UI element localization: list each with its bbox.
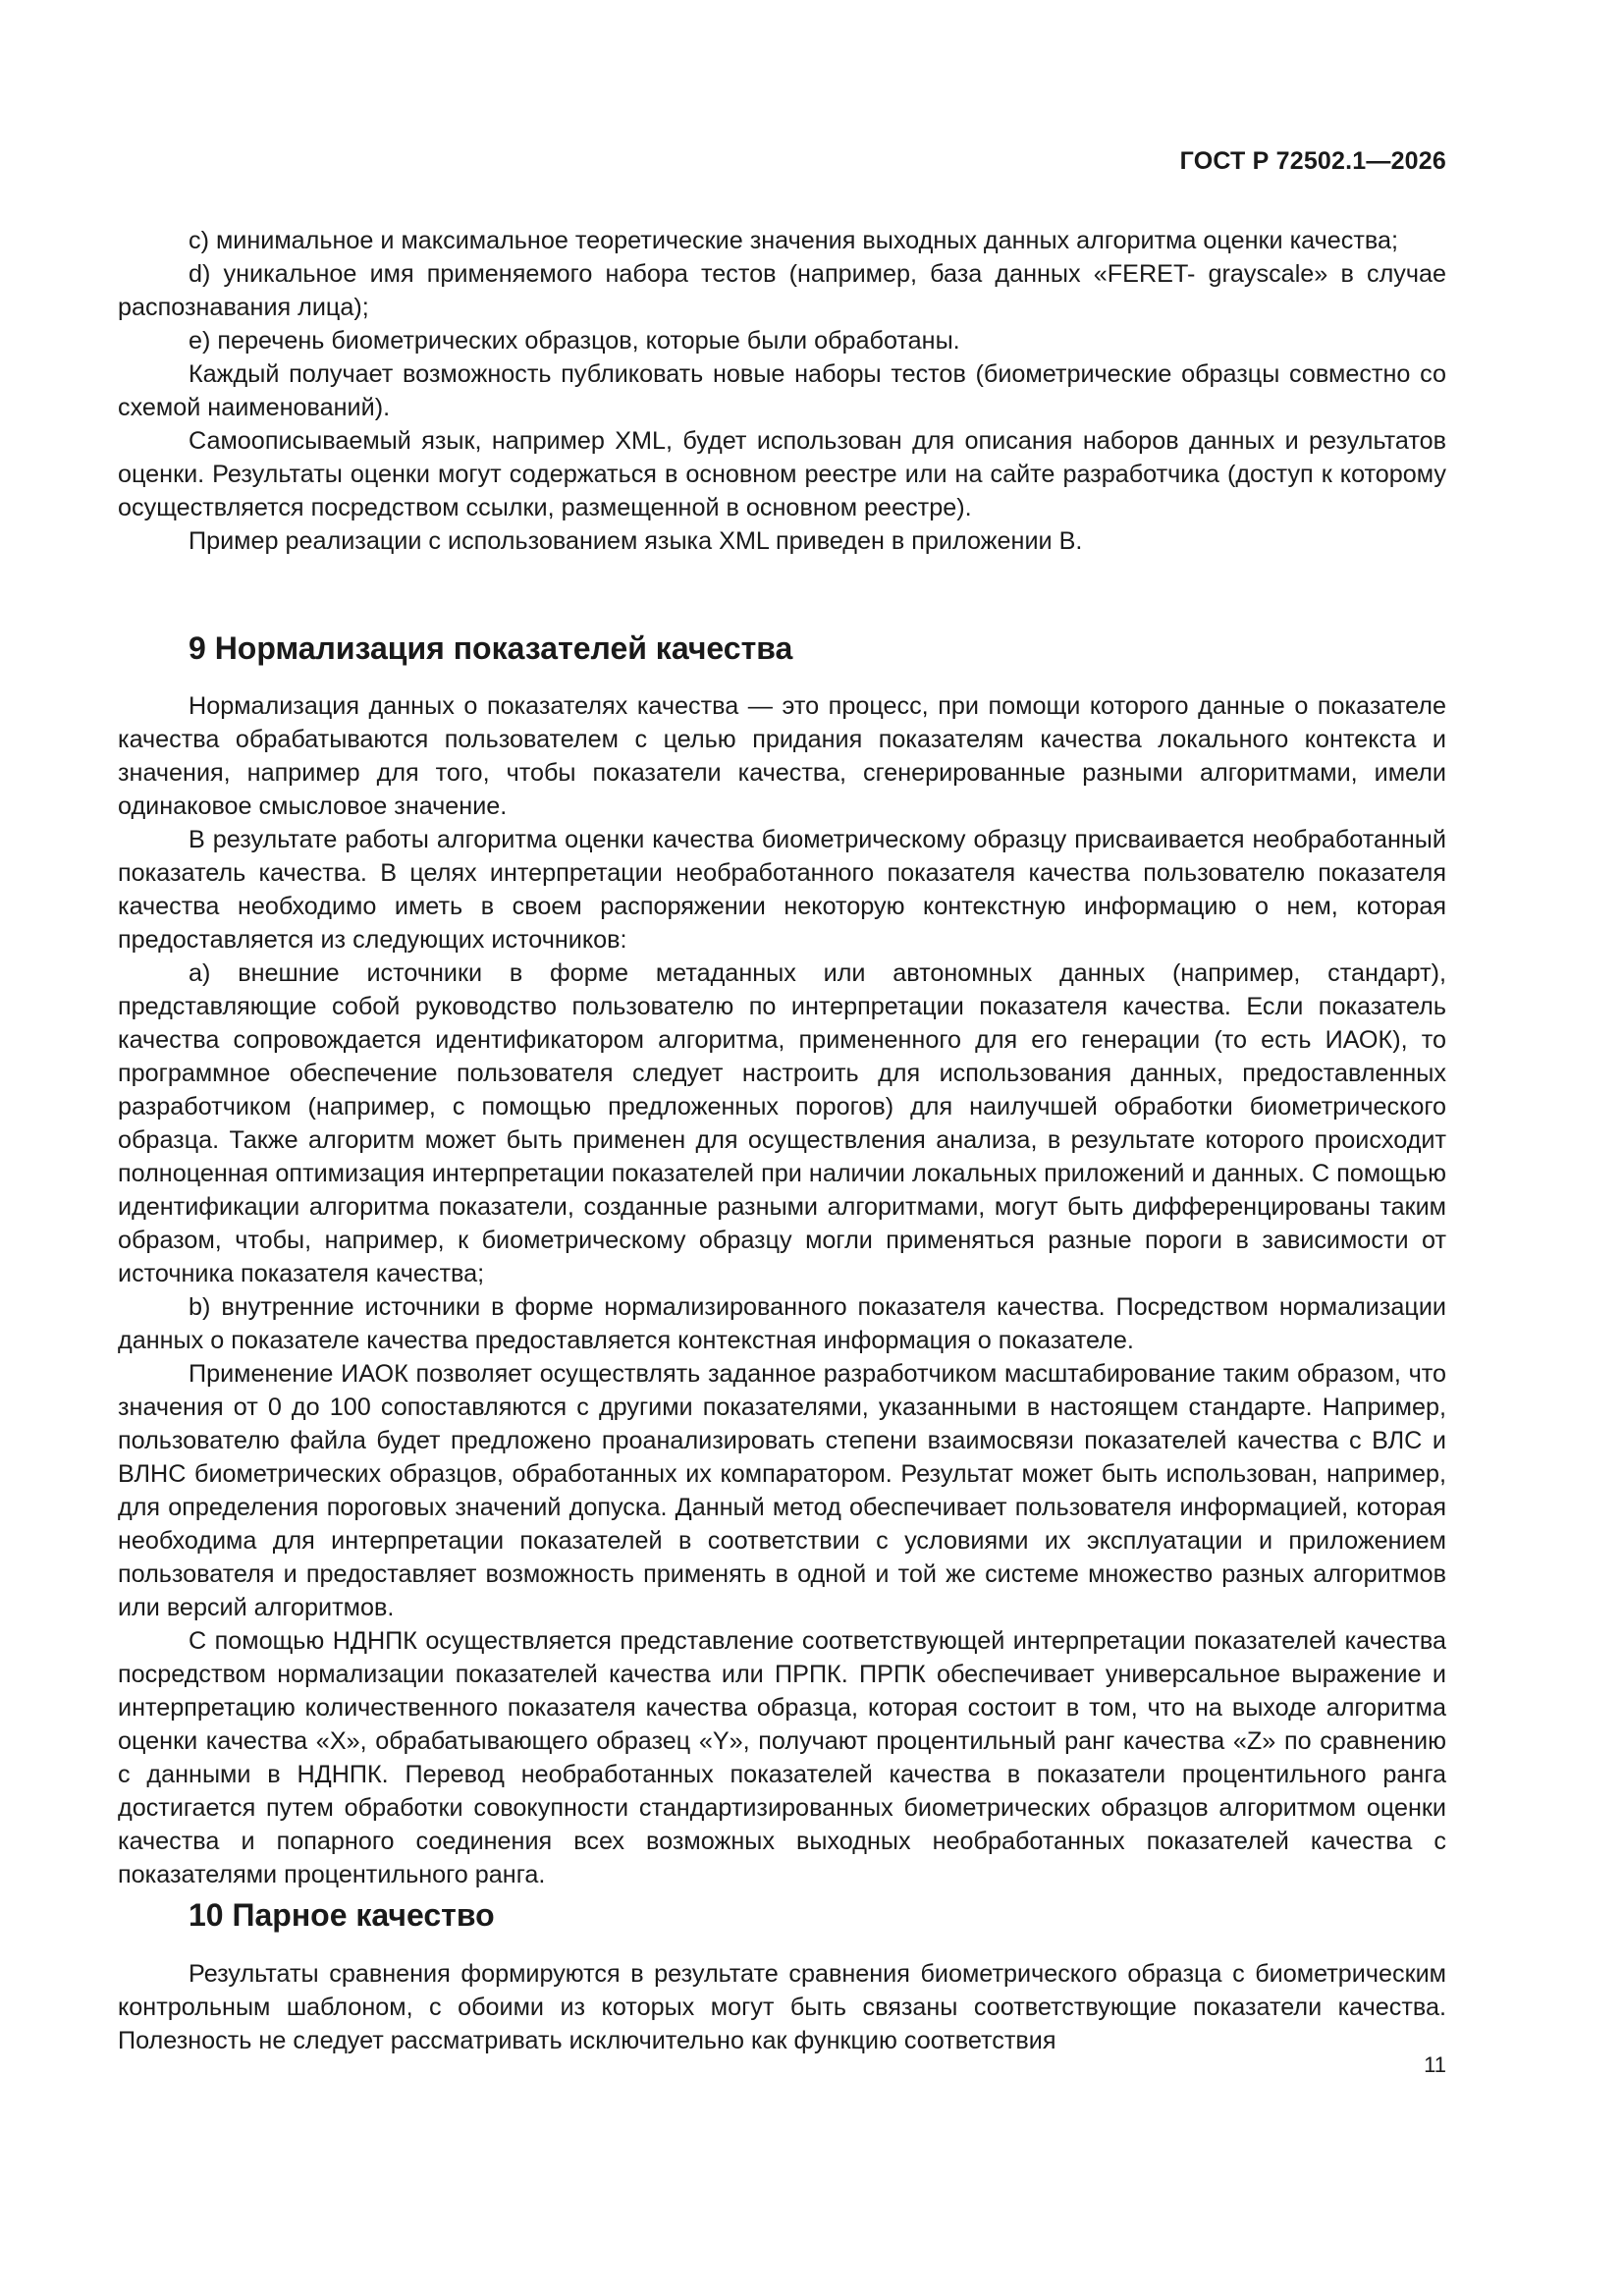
- paragraph: С помощью НДНПК осуществляется представление соответствующей интерпретации показателей качества посредством нормализации показателей качества или ПРПК. ПРПК обеспечивает универсальное выражение и интерпретацию количественного показателя качества образца, которая состоит в том, что на выходе алгоритма оценки качества «X», обрабатывающего образец «Y», получают процентильный ранг качества «Z» по сравнению с данными в НДНПК. Перевод необработанных показателей качества в показатели процентильного ранга достигается путем обработки совокупности стандартизированных биометрических образцов алгоритмом оценки качества и попарного соединения всех возможных выходных необработанных показателей качества с показателями процентильного ранга.: [118, 1627, 1446, 1888]
- paragraph: Пример реализации с использованием языка XML приведен в приложении В.: [189, 527, 1083, 555]
- paragraph: Результаты сравнения формируются в результате сравнения биометрического образца с биометрическим контрольным шаблоном, с обоими из которых могут быть связаны соответствующие показатели качества. Полезность не следует рассматривать исключительно как функцию соответствия: [118, 1960, 1446, 2054]
- paragraph: b) внутренние источники в форме нормализированного показателя качества. Посредством нормализации данных о показателе качества предоставляется контекстная информация о показателе.: [118, 1293, 1446, 1354]
- section-10-heading: 10 Парное качество: [189, 1897, 495, 1933]
- section-10-text-block: [118, 1957, 1446, 2057]
- paragraph: Применение ИАОК позволяет осуществлять заданное разработчиком масштабирование таким образом, что значения от 0 до 100 сопоставляются с другими показателями, указанными в настоящем стандарте. Например, пользователю файла будет предложено проанализировать степени взаимосвязи показателей качества с ВЛС и ВЛНС биометрических образцов, обработанных их компаратором. Результат может быть использован, например, для определения пороговых значений допуска. Данный метод обеспечивает пользователя информацией, которая необходима для интерпретации показателей в соответствии с условиями их эксплуатации и приложением пользователя и предоставляет возможность применять в одной и той же системе множество разных алгоритмов или версий алгоритмов.: [118, 1360, 1446, 1621]
- intro-text-block: [118, 224, 1446, 558]
- section-9-text-block: [118, 689, 1446, 1891]
- paragraph: Нормализация данных о показателях качества — это процесс, при помощи которого данные о показателе качества обрабатываются пользователем с целью придания показателям качества локального контекста и значения, например для того, чтобы показатели качества, сгенерированные разными алгоритмами, имели одинаковое смысловое значение.: [118, 692, 1446, 820]
- section-9-heading: 9 Нормализация показателей качества: [189, 630, 793, 666]
- page-number: 11: [1424, 2052, 1446, 2077]
- paragraph: a) внешние источники в форме метаданных или автономных данных (например, стандарт), представляющие собой руководство пользователю по интерпретации показателя качества. Если показатель качества сопровождается идентификатором алгоритма, примененного для его генерации (то есть ИАОК), то программное обеспечение пользователя следует настроить для использования данных, предоставленных разработчиком (например, с помощью предложенных порогов) для наилучшей обработки биометрического образца. Также алгоритм может быть применен для осуществления анализа, в результате которого происходит полноценная оптимизация интерпретации показателей при наличии локальных приложений и данных. С помощью идентификации алгоритма показатели, созданные разными алгоритмами, могут быть дифференцированы таким образом, чтобы, например, к биометрическому образцу могли применяться разные пороги в зависимости от источника показателя качества;: [118, 959, 1446, 1287]
- paragraph: Самоописываемый язык, например XML, будет использован для описания наборов данных и результатов оценки. Результаты оценки могут содержаться в основном реестре или на сайте разработчика (доступ к которому осуществляется посредством ссылки, размещенной в основном реестре).: [118, 427, 1446, 521]
- document-standard-id: ГОСТ Р 72502.1—2026: [1179, 147, 1446, 175]
- paragraph: c) минимальное и максимальное теоретические значения выходных данных алгоритма оценки качества;: [189, 227, 1398, 254]
- paragraph: В результате работы алгоритма оценки качества биометрическому образцу присваивается необработанный показатель качества. В целях интерпретации необработанного показателя качества пользователю показателя качества необходимо иметь в своем распоряжении некоторую контекстную информацию о нем, которая предоставляется из следующих источников:: [118, 826, 1446, 954]
- paragraph: d) уникальное имя применяемого набора тестов (например, база данных «FERET- grayscale» в случае распознавания лица);: [118, 260, 1446, 321]
- paragraph: Каждый получает возможность публиковать новые наборы тестов (биометрические образцы совместно со схемой наименований).: [118, 360, 1446, 421]
- paragraph: e) перечень биометрических образцов, которые были обработаны.: [189, 327, 960, 355]
